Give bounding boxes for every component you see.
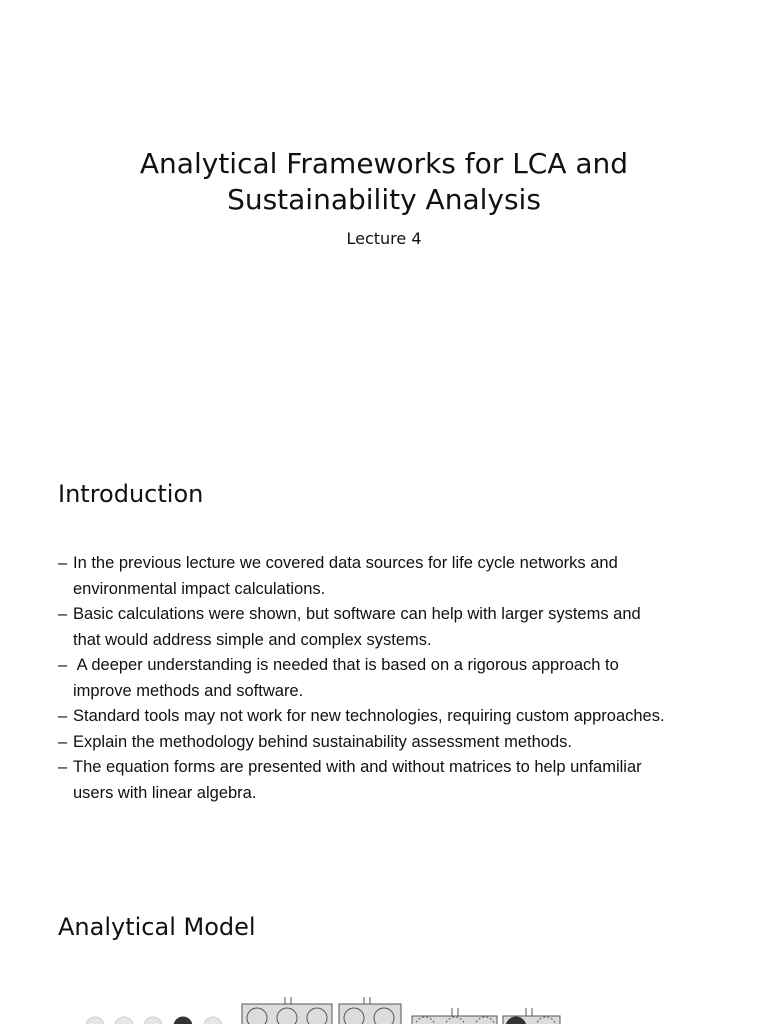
bullet-line: Basic calculations were shown, but software can help with larger systems and	[73, 605, 641, 623]
slide-title	[0, 146, 768, 218]
slide-title-line-2: Sustainability Analysis	[227, 183, 541, 216]
bullet-item	[58, 551, 728, 602]
bullet-marker: –	[58, 758, 68, 776]
introduction-heading: Introduction	[58, 480, 204, 508]
bullet-marker: –	[58, 554, 68, 572]
bullet-item	[58, 704, 728, 730]
bullet-line: improve methods and software.	[73, 681, 304, 700]
bullet-line: that would address simple and complex systems.	[73, 630, 432, 649]
bullet-marker: –	[58, 605, 68, 623]
bullet-marker: –	[58, 656, 68, 674]
diagram-process-box	[412, 1016, 497, 1024]
bullet-line: Explain the methodology behind sustainability assessment methods.	[73, 732, 572, 751]
bullet-item	[58, 653, 728, 704]
bullet-line: Standard tools may not work for new technologies, requiring custom approaches.	[73, 707, 665, 725]
diagram-node	[115, 1017, 133, 1024]
bullet-marker: –	[58, 707, 68, 725]
analytical-model-heading: Analytical Model	[58, 913, 256, 941]
bullet-item	[58, 755, 728, 806]
analytical-model-diagram	[80, 990, 570, 1024]
diagram-process-box	[242, 1004, 332, 1024]
slide-subtitle: Lecture 4	[346, 229, 422, 248]
bullet-line: The equation forms are presented with and without matrices to help unfamiliar	[73, 758, 642, 776]
diagram-process-box	[339, 1004, 401, 1024]
bullet-line: environmental impact calculations.	[73, 579, 326, 598]
diagram-node	[86, 1017, 104, 1024]
bullet-item	[58, 730, 728, 756]
introduction-bullet-list	[58, 551, 728, 806]
diagram-node-dark	[174, 1017, 192, 1024]
diagram-node	[144, 1017, 162, 1024]
slide-title-line-1: Analytical Frameworks for LCA and	[139, 147, 629, 180]
bullet-line: users with linear algebra.	[73, 783, 257, 802]
diagram-node	[204, 1017, 222, 1024]
bullet-item	[58, 602, 728, 653]
bullet-line: In the previous lecture we covered data sources for life cycle networks and	[73, 554, 618, 572]
bullet-marker: –	[58, 732, 68, 751]
bullet-line: A deeper understanding is needed that is based on a rigorous approach to	[73, 656, 619, 674]
